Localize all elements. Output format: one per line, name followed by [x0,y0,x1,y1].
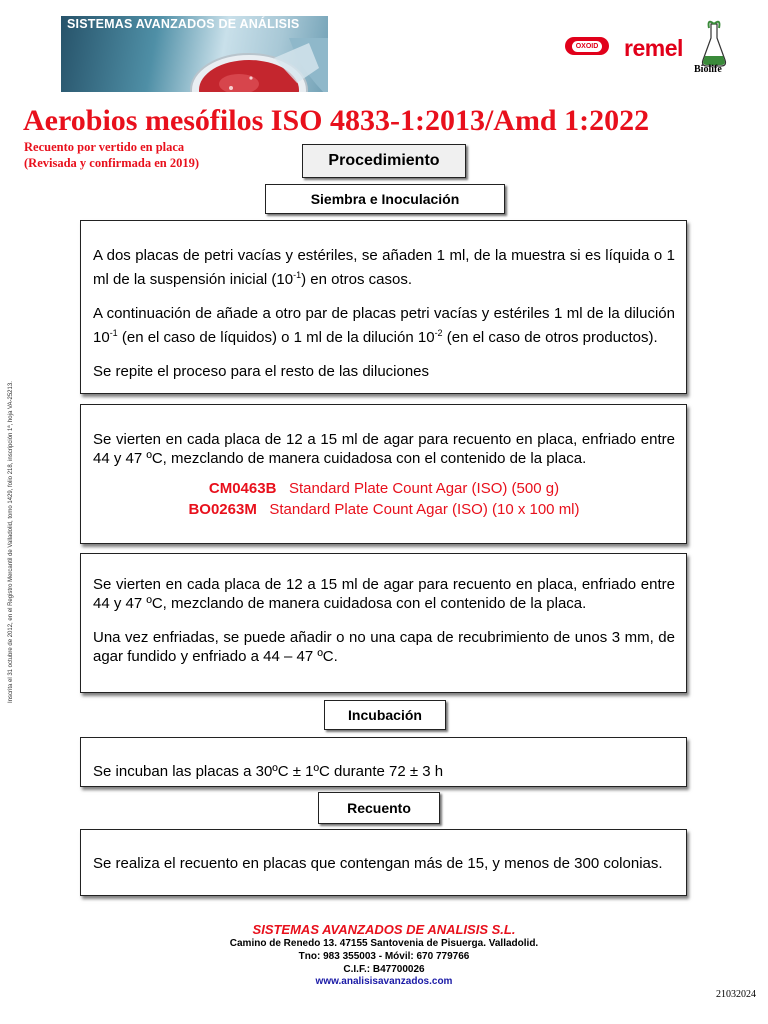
footer-address: Camino de Renedo 13. 47155 Santovenia de Pisuerga. Valladolid. [229,938,539,949]
footer-website-link[interactable]: www.analisisavanzados.com [315,976,453,987]
banner-title: SISTEMAS AVANZADOS DE ANÁLISIS [67,17,300,31]
step-count-text: Se realiza el recuento en placas que contengan más de 15, y menos de 300 colonias. [93,855,663,872]
company-banner [61,16,328,92]
step-overlay-text-1: Se vierten en cada placa de 12 a 15 ml de agar para recuento en placa, enfriado entre 44 y 47 ºC, mezclando de manera cuidadosa con el contenido de la placa. [93,576,675,612]
step-overlay-box [80,553,687,693]
section-incubacion [324,700,446,730]
product-line [93,499,675,520]
product-code: BO0263M [188,501,257,518]
product-description: Standard Plate Count Agar (ISO) (10 x 100 ml) [269,501,580,518]
petri-dish-photo [179,38,328,92]
oxoid-logo-text: OXOID [572,41,603,52]
registry-side-text: Inscrita el 31 octubre de 2012, en el Registro Mercantil de Valladolid, tomo 1429, folio 218, inscripción 1ª, hoja VA-25213. [8,381,14,703]
footer-cif: C.I.F.: B47700026 [343,964,425,975]
section-recuento [318,792,440,824]
section-procedimiento-label: Procedimiento [328,152,440,169]
footer-phone: Tno: 983 355003 - Móvil: 670 779766 [298,951,470,962]
step-inoculation-box [80,220,687,394]
step-count-box [80,829,687,896]
product-description: Standard Plate Count Agar (ISO) (500 g) [288,480,560,497]
step-overlay-text-2: Una vez enfriadas, se puede añadir o no una capa de recubrimiento de unos 3 mm, de agar fundido y enfriado a 44 – 47 ºC. [93,629,675,665]
section-incubacion-label: Incubación [348,707,422,723]
step-inoculation-text-2: A continuación de añade a otro par de placas petri vacías y estériles 1 ml de la dilución $10^{-1}$ (en el caso de líquidos) o 1 ml de la dilución $10^{-2}$ (en el caso de otros productos). [93,305,675,346]
document-number: 21032024 [716,989,756,1000]
step-inoculation-text-1: A dos placas de petri vacías y estériles, se añaden 1 ml, de la muestra si es líquida o 1 ml de la suspensión inicial $(10^{-1})$ en otros casos. [93,247,675,288]
remel-logo: remel [624,35,683,61]
step-agar-text: Se vierten en cada placa de 12 a 15 ml de agar para recuento en placa, enfriado entre 44 y 47 ºC, mezclando de manera cuidadosa con el contenido de la placa. [93,431,675,467]
product-line [93,478,675,499]
product-code: CM0463B [208,480,277,497]
subtitle-method: Recuento por vertido en placa [24,140,185,154]
subtitle-revision: (Revisada y confirmada en 2019) [24,156,199,170]
section-siembra [265,184,505,214]
footer-company: SISTEMAS AVANZADOS DE ANALISIS S.L. [252,922,516,937]
section-siembra-label: Siembra e Inoculación [310,191,460,207]
biolife-logo-text: Biolife [694,64,722,75]
section-procedimiento [302,144,466,178]
step-incubation-box [80,737,687,787]
step-agar-box [80,404,687,544]
section-recuento-label: Recuento [347,800,411,816]
step-inoculation-text-3: Se repite el proceso para el resto de las diluciones [93,363,430,380]
step-incubation-text: Se incuban las placas a 30ºC ± 1ºC durante 72 ± 3 h [93,763,444,780]
page-title: Aerobios mesófilos ISO 4833-1:2013/Amd 1:2022 [23,104,650,137]
oxoid-logo [565,37,609,55]
